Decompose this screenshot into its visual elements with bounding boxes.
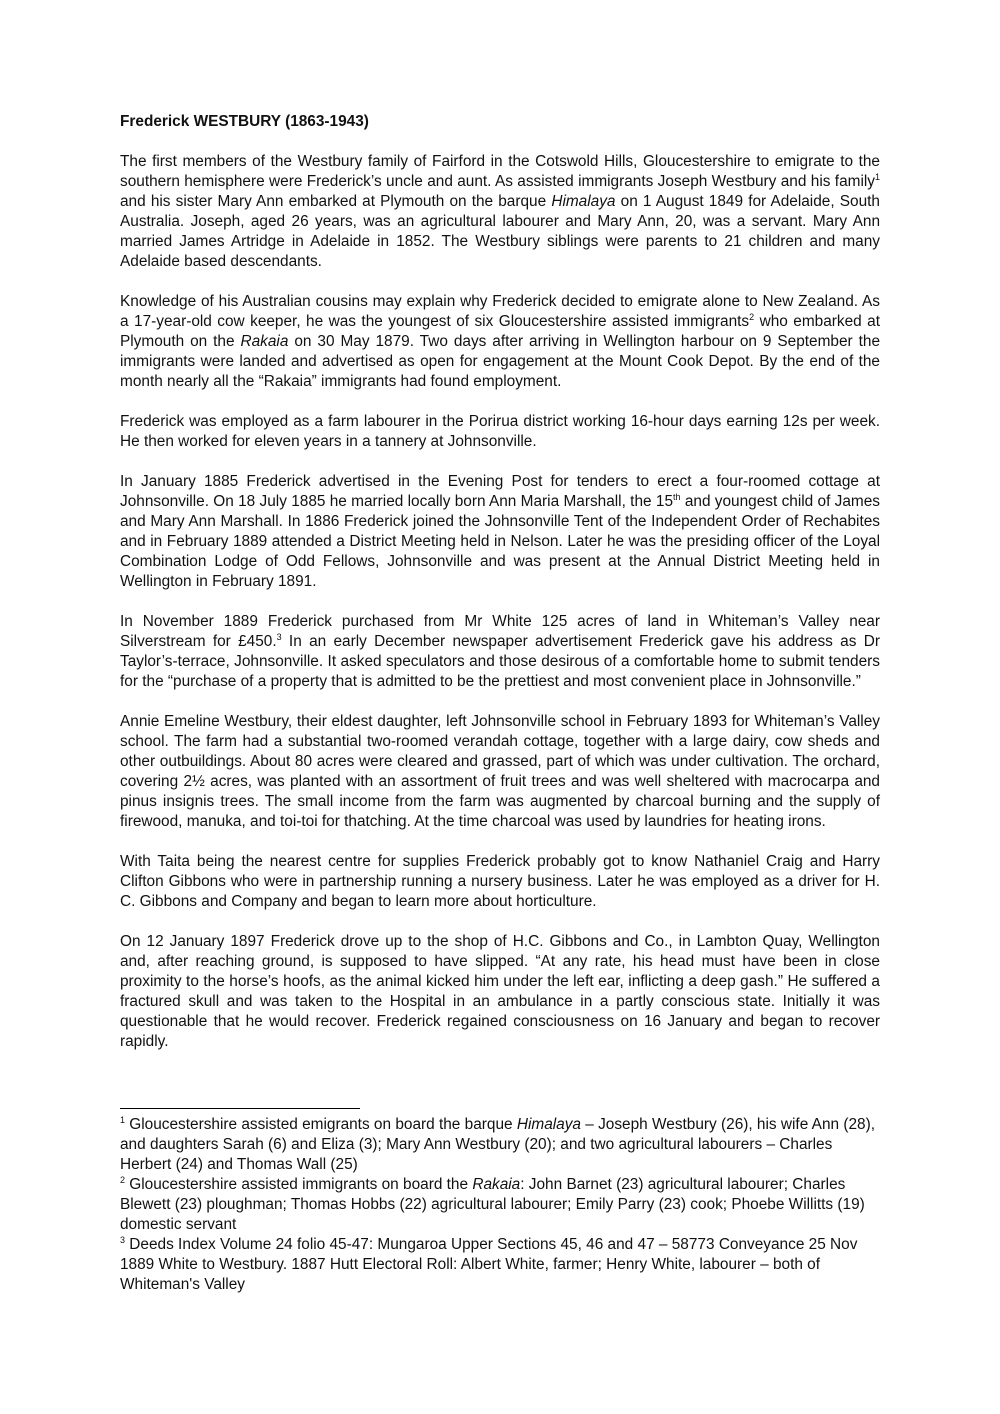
footnotes-area <box>120 1108 880 1295</box>
superscript-ref: 1 <box>120 1114 126 1125</box>
italic-text: Himalaya <box>516 1116 581 1133</box>
footnote <box>120 1235 880 1295</box>
text-run: and his sister Mary Ann embarked at Plymouth on the barque <box>120 193 552 210</box>
paragraph <box>120 152 880 272</box>
paragraph <box>120 472 880 592</box>
text-run: In November 1889 Frederick purchased from Mr White 125 acres of land in Whiteman’s Valley near Silverstream for £450. <box>120 613 880 650</box>
text-run: Gloucestershire assisted immigrants on board the <box>125 1176 473 1193</box>
text-run: In January 1885 Frederick advertised in the Evening Post for tenders to erect a four-roomed cottage at Johnsonville. On 18 July 1885 he married locally born Ann Maria Marshall, the 15 <box>120 473 880 510</box>
page-title: Frederick WESTBURY (1863-1943) <box>120 113 369 130</box>
text-run: on 30 May 1879. Two days after arriving in Wellington harbour on 9 September the immigrants were landed and advertised as open for engagement at the Mount Cook Depot. By the end of the month nearly all the “Rakaia” immigrants had found employment. <box>120 333 881 390</box>
footnotes <box>120 1115 880 1295</box>
italic-text: Rakaia <box>240 333 289 350</box>
text-run: On 12 January 1897 Frederick drove up to the shop of H.C. Gibbons and Co., in Lambton Quay, Wellington and, after reaching ground, is supposed to have slipped. “At any rate, his head must have been in close proximity to the horse’s hoofs, as the animal kicked him under the left ear, inflicting a deep gash.” He suffered a fractured skull and was taken to the Hospital in an ambulance in a partly conscious state. Initially it was questionable that he would recover. Frederick regained consciousness on 16 January and began to recover rapidly. <box>120 933 880 1050</box>
text-run: Gloucestershire assisted emigrants on board the barque <box>125 1116 517 1133</box>
text-run: who embarked at Plymouth on the <box>120 313 880 350</box>
text-run: Annie Emeline Westbury, their eldest daughter, left Johnsonville school in February 1893 for Whiteman’s Valley school. The farm had a substantial two-roomed verandah cottage, together with a large dairy, cow sheds and other outbuildings. About 80 acres were cleared and grassed, part of which was under cultivation. The orchard, covering 2½ acres, was planted with an assortment of fruit trees and was well sheltered with macrocarpa and pinus insignis trees. The small income from the farm was augmented by charcoal burning and the supply of firewood, manuka, and toi-toi for thatching. At the time charcoal was used by laundries for heating irons. <box>120 713 880 830</box>
footnote <box>120 1115 880 1175</box>
superscript-ref: 1 <box>874 171 880 182</box>
text-run: In an early December newspaper advertisement Frederick gave his address as Dr Taylor’s-terrace, Johnsonville. It asked speculators and those desirous of a comfortable home to submit tenders for the “purchase of a property that is admitted to be the prettiest and most convenient place in Johnsonville.” <box>120 633 880 690</box>
text-run: Knowledge of his Australian cousins may explain why Frederick decided to emigrate alone to New Zealand. As a 17-year-old cow keeper, he was the youngest of six Gloucestershire assisted immigrants <box>120 293 880 330</box>
text-run: : John Barnet (23) agricultural labourer; Charles Blewett (23) ploughman; Thomas Hobbs (22) agricultural labourer; Emily Parry (23) cook; Phoebe Willitts (19) domestic servant <box>120 1176 865 1233</box>
superscript-ref: 3 <box>120 1234 126 1245</box>
superscript-ref: 2 <box>749 311 755 322</box>
document-body <box>120 112 880 1072</box>
paragraph <box>120 932 880 1052</box>
text-run: and youngest child of James and Mary Ann Marshall. In 1886 Frederick joined the Johnsonville Tent of the Independent Order of Rechabites and in February 1889 attended a District Meeting held in Nelson. Later he was the presiding officer of the Loyal Combination Lodge of Odd Fellows, Johnsonville and was present at the Annual District Meeting held in Wellington in February 1891. <box>120 493 880 590</box>
paragraphs <box>120 152 880 1052</box>
text-run: on 1 August 1849 for Adelaide, South Australia. Joseph, aged 26 years, was an agricultural labourer and Mary Ann, 20, was a servant. Mary Ann married James Artridge in Adelaide in 1852. The Westbury siblings were parents to 21 children and many Adelaide based descendants. <box>120 193 880 270</box>
footnote-divider <box>120 1108 360 1109</box>
text-run: – Joseph Westbury (26), his wife Ann (28), and daughters Sarah (6) and Eliza (3); Mary Ann Westbury (20); and two agricultural labourers – Charles Herbert (24) and Thomas Wall (25) <box>120 1116 875 1173</box>
paragraph <box>120 612 880 692</box>
paragraph <box>120 292 880 392</box>
paragraph <box>120 712 880 832</box>
text-run: Frederick was employed as a farm labourer in the Porirua district working 16-hour days earning 12s per week. He then worked for eleven years in a tannery at Johnsonville. <box>120 413 880 450</box>
superscript-ref: 3 <box>276 631 282 642</box>
superscript-ref: th <box>673 491 681 502</box>
paragraph <box>120 852 880 912</box>
footnote <box>120 1175 880 1235</box>
italic-text: Rakaia <box>472 1176 521 1193</box>
text-run: Deeds Index Volume 24 folio 45-47: Mungaroa Upper Sections 45, 46 and 47 – 58773 Conveyance 25 Nov 1889 White to Westbury. 1887 Hutt Electoral Roll: Albert White, farmer; Henry White, labourer – both of Whiteman's Valley <box>120 1236 858 1293</box>
paragraph <box>120 412 880 452</box>
text-run: The first members of the Westbury family of Fairford in the Cotswold Hills, Gloucestershire to emigrate to the southern hemisphere were Frederick’s uncle and aunt. As assisted immigrants Joseph Westbury and his family <box>120 153 880 190</box>
italic-text: Himalaya <box>551 193 616 210</box>
superscript-ref: 2 <box>120 1174 126 1185</box>
text-run: With Taita being the nearest centre for supplies Frederick probably got to know Nathaniel Craig and Harry Clifton Gibbons who were in partnership running a nursery business. Later he was employed as a driver for H. C. Gibbons and Company and began to learn more about horticulture. <box>120 853 880 910</box>
